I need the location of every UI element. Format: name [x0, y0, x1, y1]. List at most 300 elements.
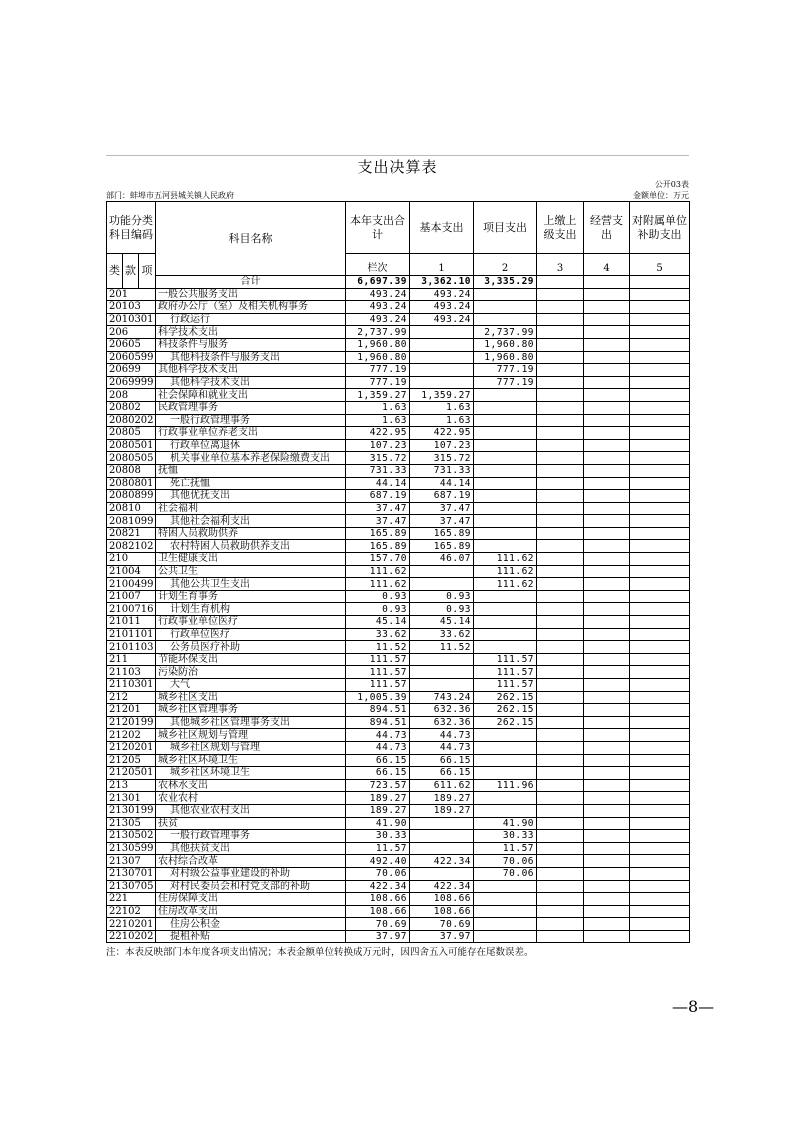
row-business — [584, 603, 630, 616]
row-code: 22102 — [107, 905, 156, 918]
row-subsidiary — [630, 527, 690, 540]
row-subsidiary — [630, 351, 690, 364]
row-total: 108.66 — [346, 905, 410, 918]
row-total: 37.47 — [346, 515, 410, 528]
row-business — [584, 842, 630, 855]
row-business — [584, 779, 630, 792]
row-business — [584, 704, 630, 717]
row-name: 公共卫生 — [156, 565, 346, 578]
row-business — [584, 288, 630, 301]
row-project — [474, 401, 537, 414]
col-num-3: 3 — [537, 254, 584, 276]
row-upper — [537, 326, 584, 339]
row-name: 提租补贴 — [156, 930, 346, 943]
row-basic: 743.24 — [410, 691, 474, 704]
row-basic — [410, 578, 474, 591]
header-business: 经营支出 — [584, 202, 630, 254]
row-business — [584, 880, 630, 893]
row-project — [474, 603, 537, 616]
row-total: 493.24 — [346, 288, 410, 301]
row-code: 21201 — [107, 704, 156, 717]
row-project — [474, 313, 537, 326]
form-code: 公开03表 — [654, 180, 689, 189]
row-subsidiary — [630, 553, 690, 566]
row-code: 20802 — [107, 401, 156, 414]
row-name: 计划生育机构 — [156, 603, 346, 616]
header-upper: 上缴上级支出 — [537, 202, 584, 254]
table-row — [107, 830, 690, 843]
row-code: 213 — [107, 779, 156, 792]
row-upper — [537, 313, 584, 326]
totals-row — [107, 276, 690, 289]
row-basic — [410, 338, 474, 351]
row-code: 212 — [107, 691, 156, 704]
row-business — [584, 351, 630, 364]
row-name: 农村综合改革 — [156, 855, 346, 868]
row-name: 一般公共服务支出 — [156, 288, 346, 301]
table-row — [107, 704, 690, 717]
row-total: 189.27 — [346, 804, 410, 817]
row-basic: 44.73 — [410, 729, 474, 742]
table-row — [107, 754, 690, 767]
row-project — [474, 918, 537, 931]
row-basic — [410, 842, 474, 855]
row-code: 206 — [107, 326, 156, 339]
table-row — [107, 918, 690, 931]
row-subsidiary — [630, 930, 690, 943]
row-subsidiary — [630, 565, 690, 578]
row-basic: 422.34 — [410, 855, 474, 868]
department-row — [106, 190, 689, 201]
table-row — [107, 880, 690, 893]
row-business — [584, 817, 630, 830]
row-project: 777.19 — [474, 364, 537, 377]
row-basic: 422.95 — [410, 427, 474, 440]
footnote: 注：本表反映部门本年度各项支出情况；本表金额单位转换成万元时，因四舍五入可能存在尾数误差。 — [106, 947, 534, 959]
row-business — [584, 527, 630, 540]
row-basic — [410, 565, 474, 578]
row-name: 扶贫 — [156, 817, 346, 830]
table-row — [107, 741, 690, 754]
row-name: 行政单位医疗 — [156, 628, 346, 641]
row-upper — [537, 351, 584, 364]
row-upper — [537, 389, 584, 402]
table-row — [107, 464, 690, 477]
table-row — [107, 540, 690, 553]
row-total: 157.70 — [346, 553, 410, 566]
row-total: 1,960.80 — [346, 351, 410, 364]
row-subsidiary — [630, 729, 690, 742]
row-code: 210 — [107, 553, 156, 566]
row-name: 节能环保支出 — [156, 653, 346, 666]
row-code: 20605 — [107, 338, 156, 351]
row-upper — [537, 590, 584, 603]
row-upper — [537, 641, 584, 654]
row-project: 777.19 — [474, 376, 537, 389]
row-project — [474, 628, 537, 641]
row-basic — [410, 364, 474, 377]
row-name: 其他公共卫生支出 — [156, 578, 346, 591]
row-basic: 165.89 — [410, 540, 474, 553]
row-code: 2120199 — [107, 716, 156, 729]
row-business — [584, 930, 630, 943]
row-total: 189.27 — [346, 792, 410, 805]
row-business — [584, 427, 630, 440]
row-project: 111.57 — [474, 679, 537, 692]
row-project — [474, 804, 537, 817]
row-basic: 165.89 — [410, 527, 474, 540]
row-upper — [537, 867, 584, 880]
row-upper — [537, 754, 584, 767]
header-project: 项目支出 — [474, 202, 537, 254]
row-name: 其他科学技术支出 — [156, 376, 346, 389]
table-row — [107, 905, 690, 918]
row-upper — [537, 817, 584, 830]
row-upper — [537, 540, 584, 553]
row-business — [584, 578, 630, 591]
row-business — [584, 490, 630, 503]
row-basic — [410, 830, 474, 843]
table-row — [107, 893, 690, 906]
row-business — [584, 364, 630, 377]
row-total: 165.89 — [346, 527, 410, 540]
row-upper — [537, 779, 584, 792]
row-basic: 46.07 — [410, 553, 474, 566]
row-code: 2080899 — [107, 490, 156, 503]
row-project — [474, 767, 537, 780]
row-basic: 189.27 — [410, 804, 474, 817]
row-name: 其他科学技术支出 — [156, 364, 346, 377]
table-row — [107, 729, 690, 742]
row-subsidiary — [630, 439, 690, 452]
table-row — [107, 679, 690, 692]
row-basic: 189.27 — [410, 792, 474, 805]
row-project — [474, 452, 537, 465]
row-basic: 33.62 — [410, 628, 474, 641]
row-code: 2120501 — [107, 767, 156, 780]
col-num-2: 2 — [474, 254, 537, 276]
row-total: 1,005.39 — [346, 691, 410, 704]
row-total: 493.24 — [346, 301, 410, 314]
row-upper — [537, 464, 584, 477]
row-business — [584, 830, 630, 843]
totals-project: 3,335.29 — [474, 276, 537, 289]
row-code: 20810 — [107, 502, 156, 515]
row-name: 住房保障支出 — [156, 893, 346, 906]
row-name: 行政事业单位医疗 — [156, 616, 346, 629]
row-name: 特困人员救助供养 — [156, 527, 346, 540]
row-upper — [537, 741, 584, 754]
row-subsidiary — [630, 616, 690, 629]
row-upper — [537, 427, 584, 440]
row-upper — [537, 553, 584, 566]
header-total: 本年支出合计 — [346, 202, 410, 254]
row-total: 1,359.27 — [346, 389, 410, 402]
row-name: 行政单位离退休 — [156, 439, 346, 452]
row-business — [584, 439, 630, 452]
table-row — [107, 716, 690, 729]
row-project: 11.57 — [474, 842, 537, 855]
row-basic: 108.66 — [410, 905, 474, 918]
row-upper — [537, 578, 584, 591]
row-name: 对村民委员会和村党支部的补助 — [156, 880, 346, 893]
row-code: 2210202 — [107, 930, 156, 943]
row-upper — [537, 364, 584, 377]
row-subsidiary — [630, 603, 690, 616]
row-total: 777.19 — [346, 376, 410, 389]
row-basic: 44.14 — [410, 477, 474, 490]
row-basic: 45.14 — [410, 616, 474, 629]
row-total: 1.63 — [346, 401, 410, 414]
header-name: 科目名称 — [156, 202, 346, 276]
row-code: 2130701 — [107, 867, 156, 880]
expenditure-table — [106, 201, 690, 943]
row-total: 777.19 — [346, 364, 410, 377]
row-subsidiary — [630, 313, 690, 326]
row-name: 政府办公厅（室）及相关机构事务 — [156, 301, 346, 314]
row-total: 111.57 — [346, 666, 410, 679]
row-code: 20821 — [107, 527, 156, 540]
row-total: 731.33 — [346, 464, 410, 477]
row-business — [584, 477, 630, 490]
expenditure-sheet — [106, 155, 689, 958]
totals-upper — [537, 276, 584, 289]
totals-basic: 3,362.10 — [410, 276, 474, 289]
row-name: 一般行政管理事务 — [156, 414, 346, 427]
row-upper — [537, 804, 584, 817]
row-code: 21103 — [107, 666, 156, 679]
row-subsidiary — [630, 578, 690, 591]
row-subsidiary — [630, 653, 690, 666]
row-total: 108.66 — [346, 893, 410, 906]
row-name: 抚恤 — [156, 464, 346, 477]
row-total: 44.73 — [346, 741, 410, 754]
row-code: 2080202 — [107, 414, 156, 427]
row-basic: 632.36 — [410, 716, 474, 729]
row-upper — [537, 502, 584, 515]
table-row — [107, 641, 690, 654]
row-total: 422.95 — [346, 427, 410, 440]
table-row — [107, 930, 690, 943]
row-project: 111.62 — [474, 578, 537, 591]
row-upper — [537, 691, 584, 704]
row-upper — [537, 767, 584, 780]
table-row — [107, 553, 690, 566]
row-basic — [410, 326, 474, 339]
table-row — [107, 376, 690, 389]
row-code: 2080801 — [107, 477, 156, 490]
row-business — [584, 729, 630, 742]
row-upper — [537, 515, 584, 528]
row-upper — [537, 376, 584, 389]
row-basic: 687.19 — [410, 490, 474, 503]
row-subsidiary — [630, 830, 690, 843]
col-num-5: 5 — [630, 254, 690, 276]
row-business — [584, 918, 630, 931]
row-upper — [537, 704, 584, 717]
header-code: 功能分类科目编码 — [107, 202, 156, 254]
table-row — [107, 502, 690, 515]
row-code: 2210201 — [107, 918, 156, 931]
table-row — [107, 590, 690, 603]
table-row — [107, 389, 690, 402]
row-name: 城乡社区环境卫生 — [156, 754, 346, 767]
row-total: 107.23 — [346, 439, 410, 452]
row-business — [584, 464, 630, 477]
row-project — [474, 641, 537, 654]
row-name: 城乡社区支出 — [156, 691, 346, 704]
row-basic: 315.72 — [410, 452, 474, 465]
row-basic: 108.66 — [410, 893, 474, 906]
table-row — [107, 490, 690, 503]
row-basic: 66.15 — [410, 754, 474, 767]
row-project: 111.57 — [474, 666, 537, 679]
row-code: 2101101 — [107, 628, 156, 641]
row-basic: 37.47 — [410, 515, 474, 528]
row-upper — [537, 301, 584, 314]
row-project — [474, 754, 537, 767]
row-project — [474, 477, 537, 490]
row-name: 农林水支出 — [156, 779, 346, 792]
row-code: 21202 — [107, 729, 156, 742]
row-code: 21004 — [107, 565, 156, 578]
row-business — [584, 338, 630, 351]
row-total: 44.14 — [346, 477, 410, 490]
page-number: —8— — [672, 997, 715, 1016]
totals-subsidiary — [630, 276, 690, 289]
row-basic: 1.63 — [410, 401, 474, 414]
row-total: 493.24 — [346, 313, 410, 326]
row-project — [474, 490, 537, 503]
row-subsidiary — [630, 817, 690, 830]
unit-label: 金额单位：万元 — [633, 191, 689, 200]
row-subsidiary — [630, 880, 690, 893]
row-name: 卫生健康支出 — [156, 553, 346, 566]
row-business — [584, 389, 630, 402]
row-project: 111.62 — [474, 553, 537, 566]
row-basic: 731.33 — [410, 464, 474, 477]
row-code: 2100499 — [107, 578, 156, 591]
table-row — [107, 452, 690, 465]
row-subsidiary — [630, 452, 690, 465]
table-row — [107, 616, 690, 629]
row-subsidiary — [630, 427, 690, 440]
row-project: 111.62 — [474, 565, 537, 578]
row-project — [474, 414, 537, 427]
row-business — [584, 502, 630, 515]
row-code: 2130199 — [107, 804, 156, 817]
row-basic — [410, 679, 474, 692]
row-basic: 1.63 — [410, 414, 474, 427]
row-total: 111.62 — [346, 578, 410, 591]
table-row — [107, 401, 690, 414]
row-business — [584, 679, 630, 692]
row-subsidiary — [630, 301, 690, 314]
department-label: 部门：蚌埠市五河县城关镇人民政府 — [106, 191, 234, 200]
row-total: 0.93 — [346, 603, 410, 616]
row-name: 城乡社区管理事务 — [156, 704, 346, 717]
row-project — [474, 515, 537, 528]
row-subsidiary — [630, 767, 690, 780]
row-business — [584, 553, 630, 566]
row-basic — [410, 867, 474, 880]
row-basic — [410, 817, 474, 830]
row-project — [474, 741, 537, 754]
row-business — [584, 376, 630, 389]
row-name: 城乡社区环境卫生 — [156, 767, 346, 780]
row-upper — [537, 477, 584, 490]
row-project — [474, 540, 537, 553]
row-project: 70.06 — [474, 855, 537, 868]
table-row — [107, 666, 690, 679]
table-row — [107, 288, 690, 301]
row-upper — [537, 666, 584, 679]
row-business — [584, 867, 630, 880]
row-project — [474, 880, 537, 893]
row-basic — [410, 351, 474, 364]
row-name: 对村级公益事业建设的补助 — [156, 867, 346, 880]
table-row — [107, 414, 690, 427]
row-basic: 611.62 — [410, 779, 474, 792]
row-code: 2010301 — [107, 313, 156, 326]
row-code: 2060599 — [107, 351, 156, 364]
row-total: 111.62 — [346, 565, 410, 578]
row-total: 11.52 — [346, 641, 410, 654]
table-row — [107, 867, 690, 880]
row-basic: 37.47 — [410, 502, 474, 515]
row-code: 2069999 — [107, 376, 156, 389]
row-business — [584, 767, 630, 780]
row-project: 70.06 — [474, 867, 537, 880]
row-total: 11.57 — [346, 842, 410, 855]
row-upper — [537, 855, 584, 868]
row-upper — [537, 288, 584, 301]
row-business — [584, 905, 630, 918]
row-subsidiary — [630, 628, 690, 641]
row-name: 机关事业单位基本养老保险缴费支出 — [156, 452, 346, 465]
row-name: 其他扶贫支出 — [156, 842, 346, 855]
row-total: 33.62 — [346, 628, 410, 641]
row-name: 其他优抚支出 — [156, 490, 346, 503]
row-code: 21205 — [107, 754, 156, 767]
row-total: 492.40 — [346, 855, 410, 868]
table-row — [107, 565, 690, 578]
row-name: 大气 — [156, 679, 346, 692]
table-row — [107, 527, 690, 540]
row-basic: 66.15 — [410, 767, 474, 780]
row-upper — [537, 716, 584, 729]
row-total: 422.34 — [346, 880, 410, 893]
row-name: 其他农业农村支出 — [156, 804, 346, 817]
row-total: 1.63 — [346, 414, 410, 427]
row-business — [584, 452, 630, 465]
row-code: 221 — [107, 893, 156, 906]
table-row — [107, 792, 690, 805]
header-lanci: 栏次 — [346, 254, 410, 276]
row-subsidiary — [630, 842, 690, 855]
row-subsidiary — [630, 464, 690, 477]
row-basic: 0.93 — [410, 590, 474, 603]
row-subsidiary — [630, 867, 690, 880]
row-upper — [537, 628, 584, 641]
row-name: 科学技术支出 — [156, 326, 346, 339]
row-subsidiary — [630, 666, 690, 679]
form-code-row — [106, 179, 689, 190]
row-subsidiary — [630, 741, 690, 754]
row-upper — [537, 527, 584, 540]
row-subsidiary — [630, 364, 690, 377]
row-project: 262.15 — [474, 716, 537, 729]
